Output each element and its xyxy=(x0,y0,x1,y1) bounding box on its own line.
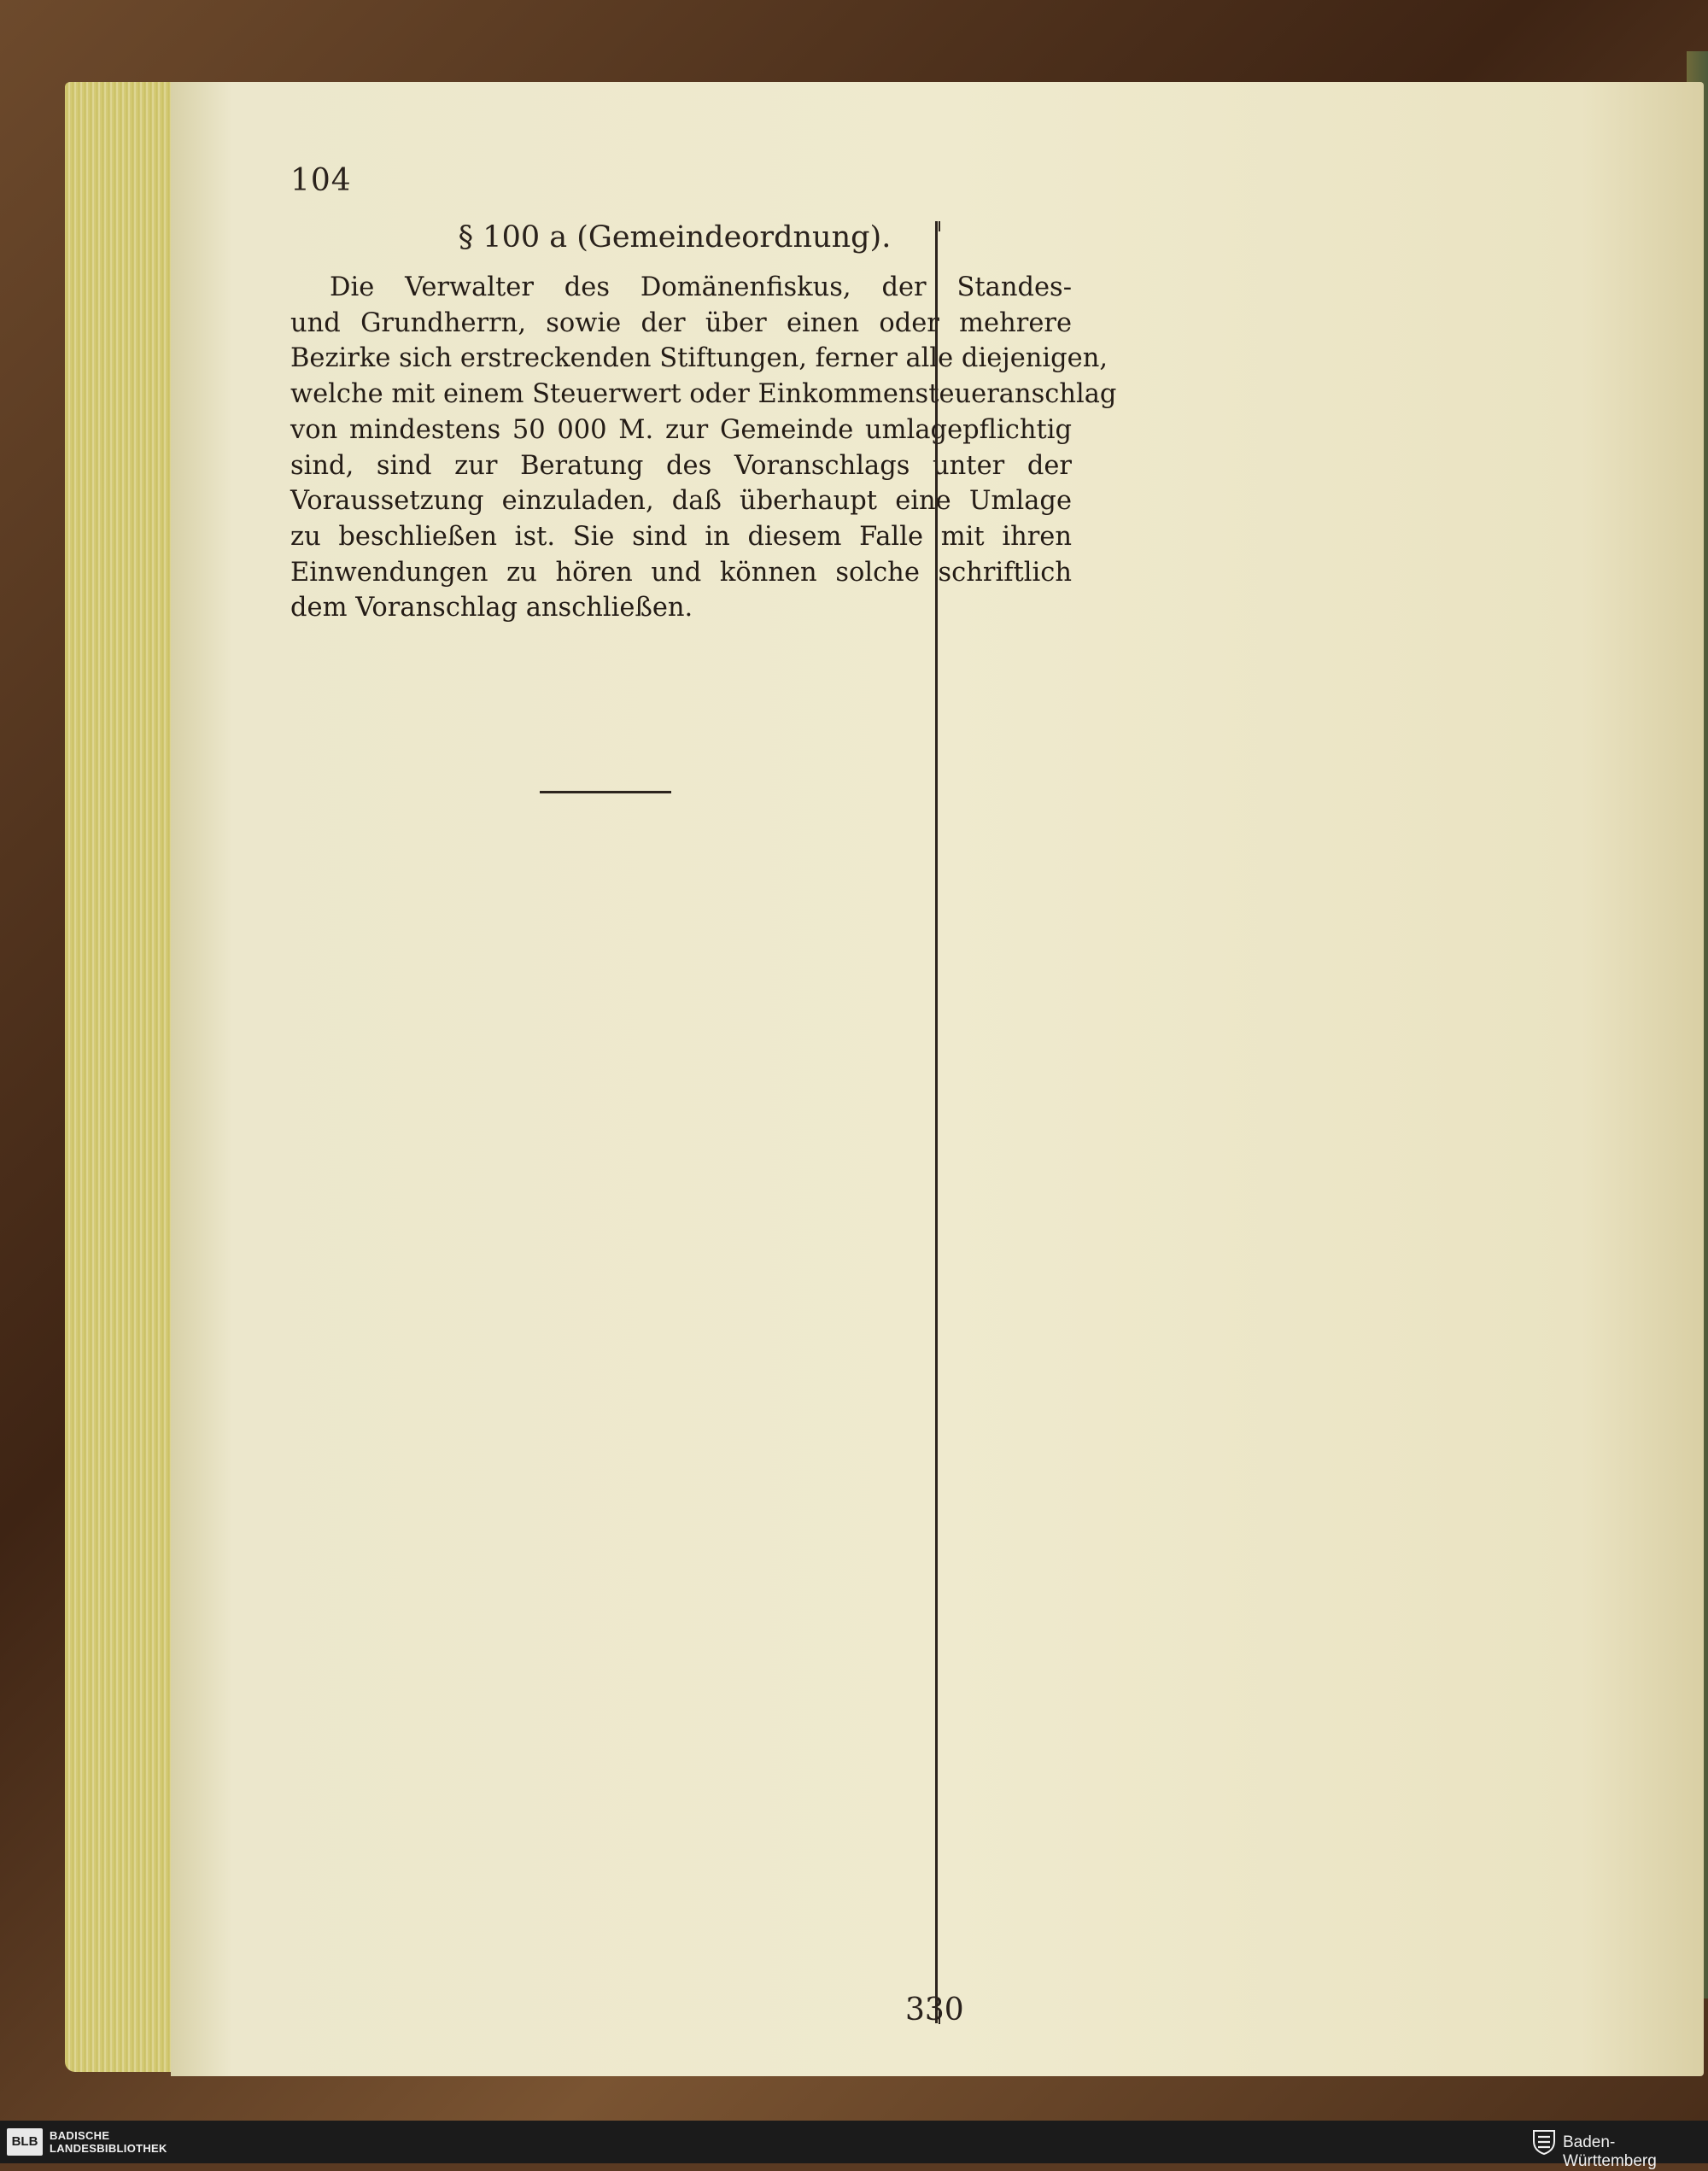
paragraph-line: Einwendungen zu hören und können solche schriftlich xyxy=(290,557,1072,588)
paragraph-line: Voraussetzung einzuladen, daß überhaupt eine Umlage xyxy=(290,486,1072,517)
paragraph-line: welche mit einem Steuerwert oder Einkommensteueranschlag xyxy=(290,379,1117,410)
library-footer xyxy=(0,2121,1708,2170)
page-edges xyxy=(65,82,176,2072)
state-name[interactable]: Baden-Württemberg xyxy=(1563,2133,1657,2170)
library-name xyxy=(50,2129,254,2155)
library-name-line: LANDESBIBLIOTHEK xyxy=(50,2142,167,2155)
page-number: 104 xyxy=(290,163,352,198)
paragraph-line: von mindestens 50 000 M. zur Gemeinde umlagepflichtig xyxy=(290,414,1072,445)
section-heading: § 100 a (Gemeindeordnung). xyxy=(458,220,892,255)
book-page xyxy=(171,82,1704,2076)
show-through-text xyxy=(956,133,1352,284)
paragraph-line: Bezirke sich erstreckenden Stiftungen, ferner alle diejenigen, xyxy=(290,343,1108,374)
folio-number: 330 xyxy=(905,1993,964,2028)
paragraph xyxy=(290,270,1117,626)
paragraph-line: zu beschließen ist. Sie sind in diesem Falle mit ihren xyxy=(290,521,1072,552)
column-divider xyxy=(935,221,938,2023)
library-name-line: BADISCHE xyxy=(50,2129,110,2142)
paragraph-line: Die Verwalter des Domänenfiskus, der Standes- xyxy=(330,272,1072,302)
state-crest-icon xyxy=(1532,2129,1556,2155)
paragraph-line: sind, sind zur Beratung des Voranschlags unter der xyxy=(290,450,1072,481)
divider-tick xyxy=(939,221,940,231)
paragraph-line: dem Voranschlag anschließen. xyxy=(290,593,693,623)
blb-logo[interactable]: BLB xyxy=(7,2128,43,2156)
separator-rule xyxy=(540,791,671,793)
paragraph-line: und Grundherrn, sowie der über einen oder mehrere xyxy=(290,307,1072,338)
